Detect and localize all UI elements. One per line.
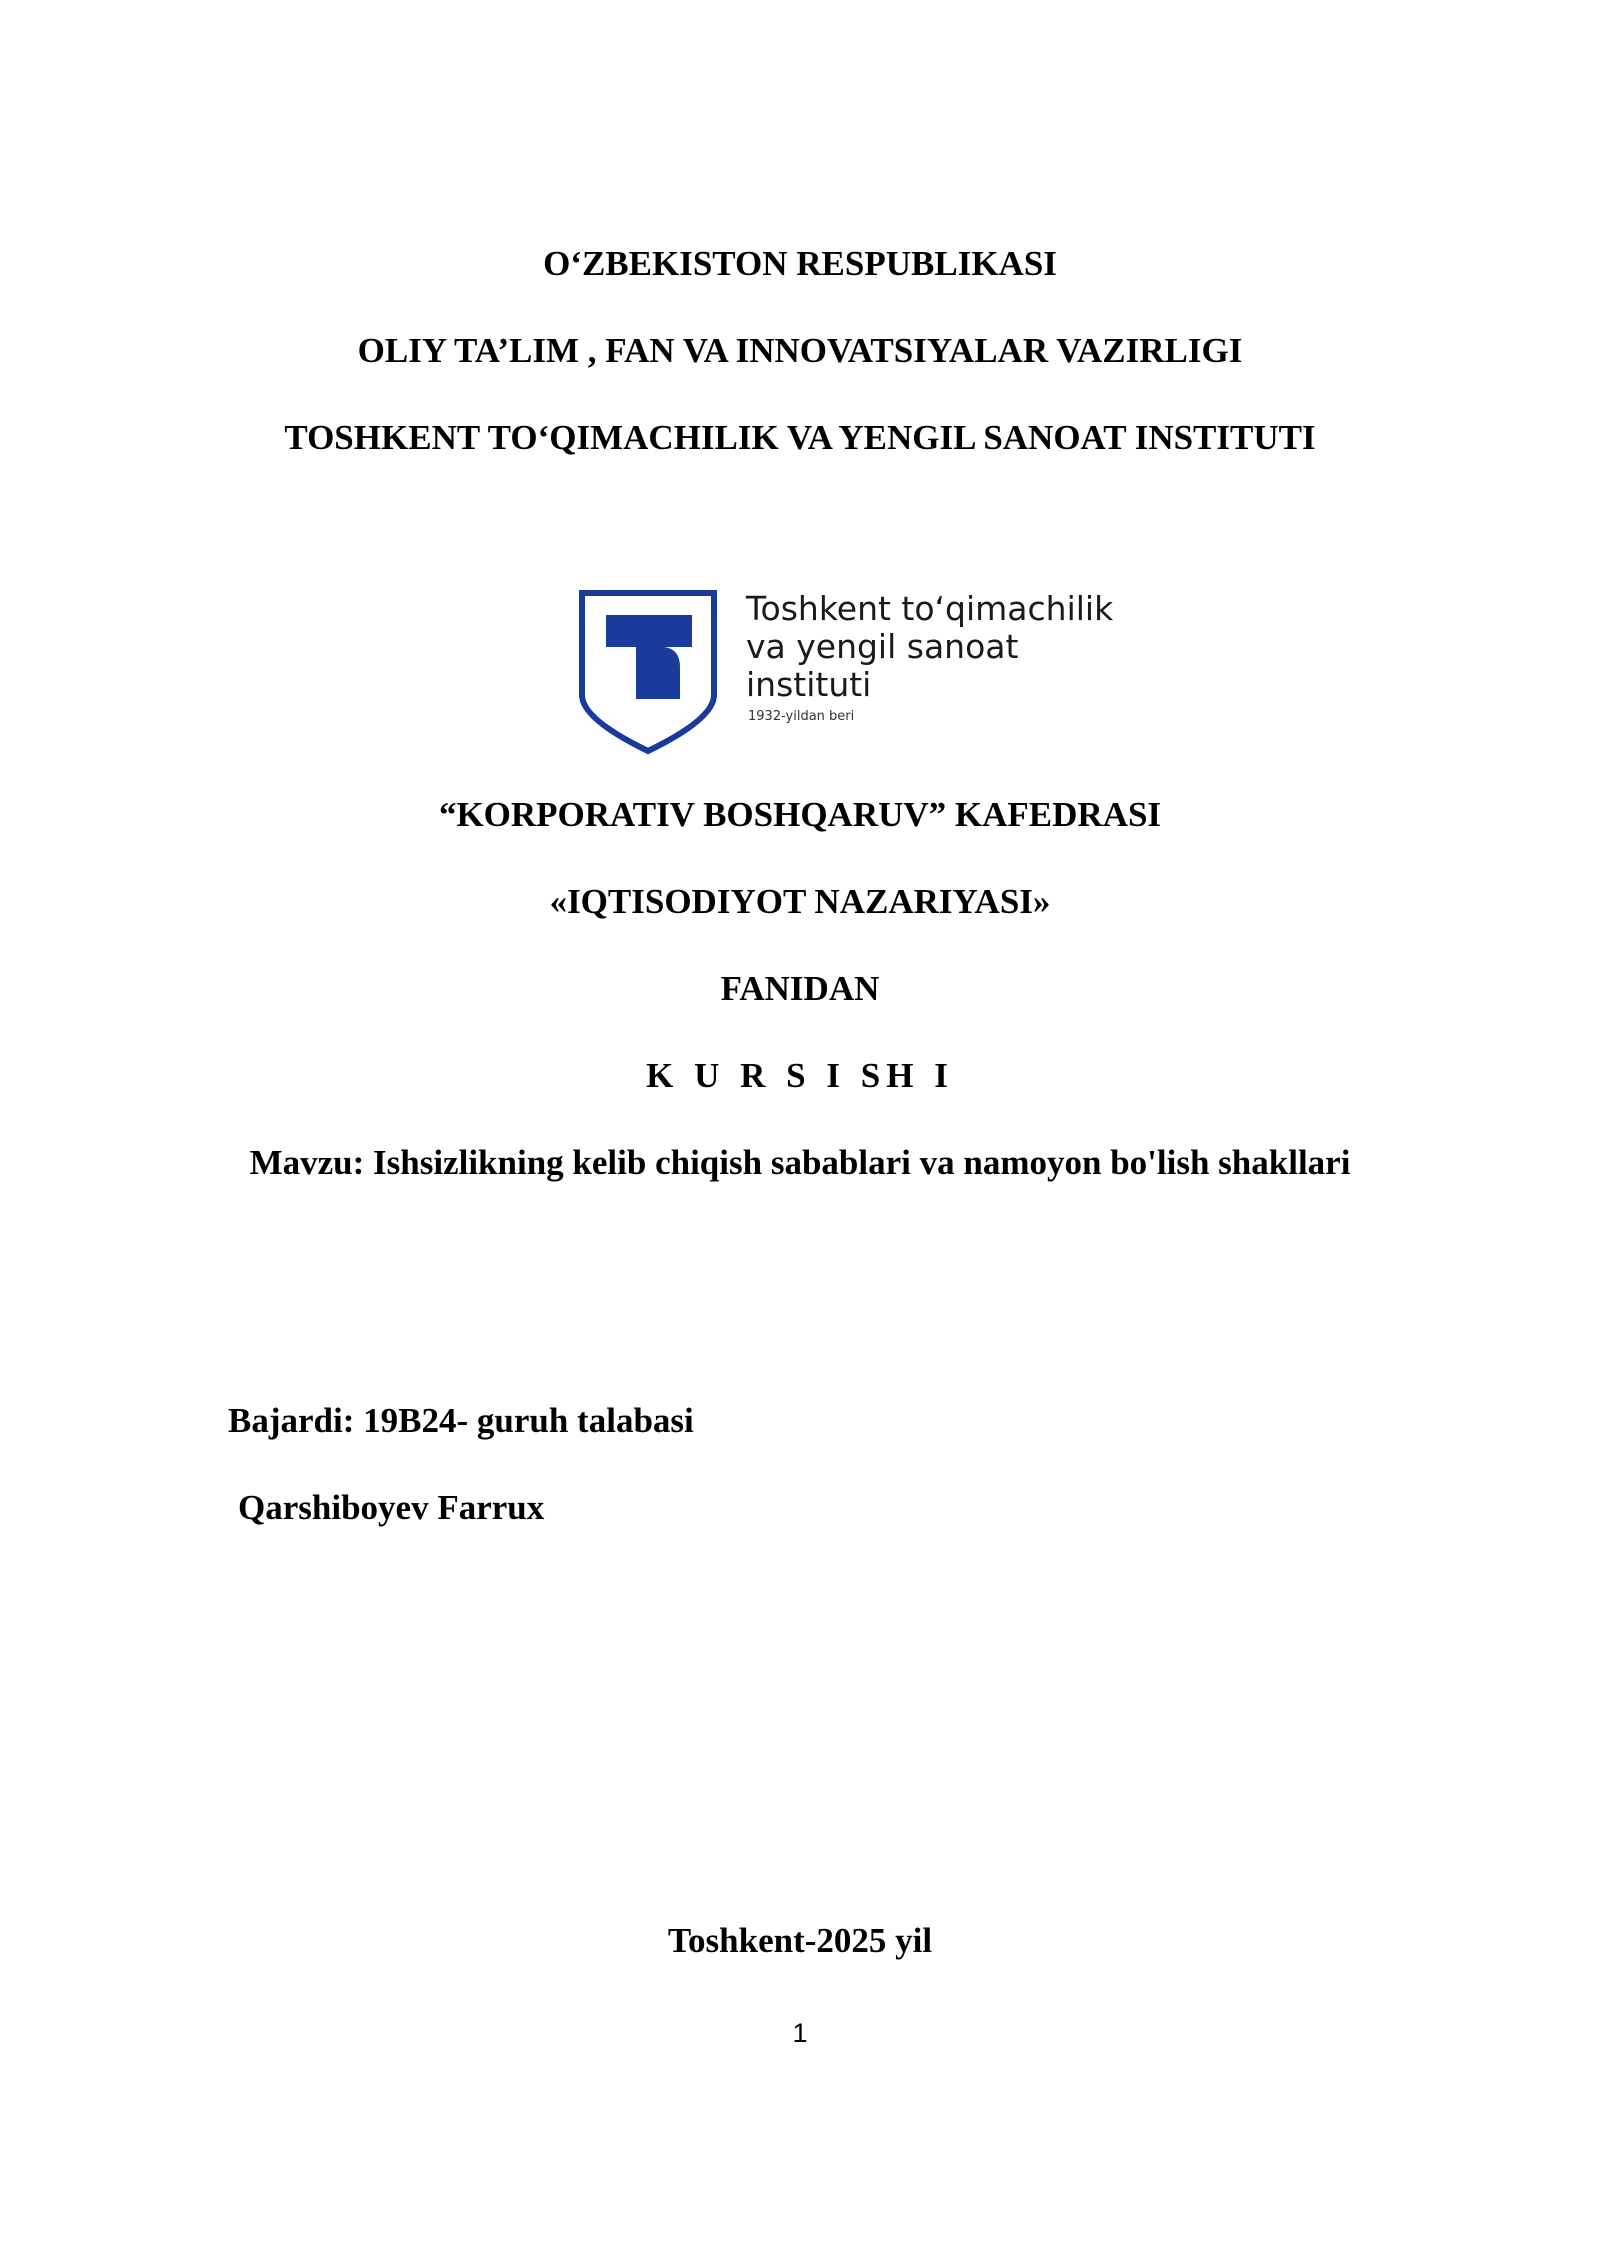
place-year: Toshkent-2025 yil xyxy=(667,1921,933,1960)
institute-heading: TOSHKENT TO‘QIMACHILIK VA YENGIL SANOAT INSTITUTI xyxy=(284,418,1316,457)
logo-text-line2: va yengil sanoat xyxy=(746,627,1019,666)
country-heading: O‘ZBEKISTON RESPUBLIKASI xyxy=(543,244,1057,283)
topic-heading: Mavzu: Ishsizlikning kelib chiqish sabablari va namoyon bo'lish shakllari xyxy=(249,1143,1351,1182)
fanidan-heading: FANIDAN xyxy=(720,969,880,1008)
logo-tagline: 1932-yildan beri xyxy=(748,709,855,724)
ministry-heading: OLIY TA’LIM , FAN VA INNOVATSIYALAR VAZIRLIGI xyxy=(357,331,1243,370)
work-type-heading: K U R S I SH I xyxy=(646,1056,954,1095)
logo-text-line1: Toshkent to‘qimachilik xyxy=(746,589,1114,628)
author-name: Qarshiboyev Farrux xyxy=(238,1488,545,1527)
subject-heading: «IQTISODIYOT NAZARIYASI» xyxy=(549,882,1051,921)
logo-text-line3: instituti xyxy=(746,665,872,704)
page-number: 1 xyxy=(792,2018,808,2048)
institute-logo xyxy=(576,587,1146,757)
department-heading: “KORPORATIV BOSHQARUV” KAFEDRASI xyxy=(438,795,1162,834)
shield-t-icon xyxy=(576,587,726,757)
performed-by-text: Bajardi: 19B24- guruh talabasi xyxy=(228,1401,694,1440)
